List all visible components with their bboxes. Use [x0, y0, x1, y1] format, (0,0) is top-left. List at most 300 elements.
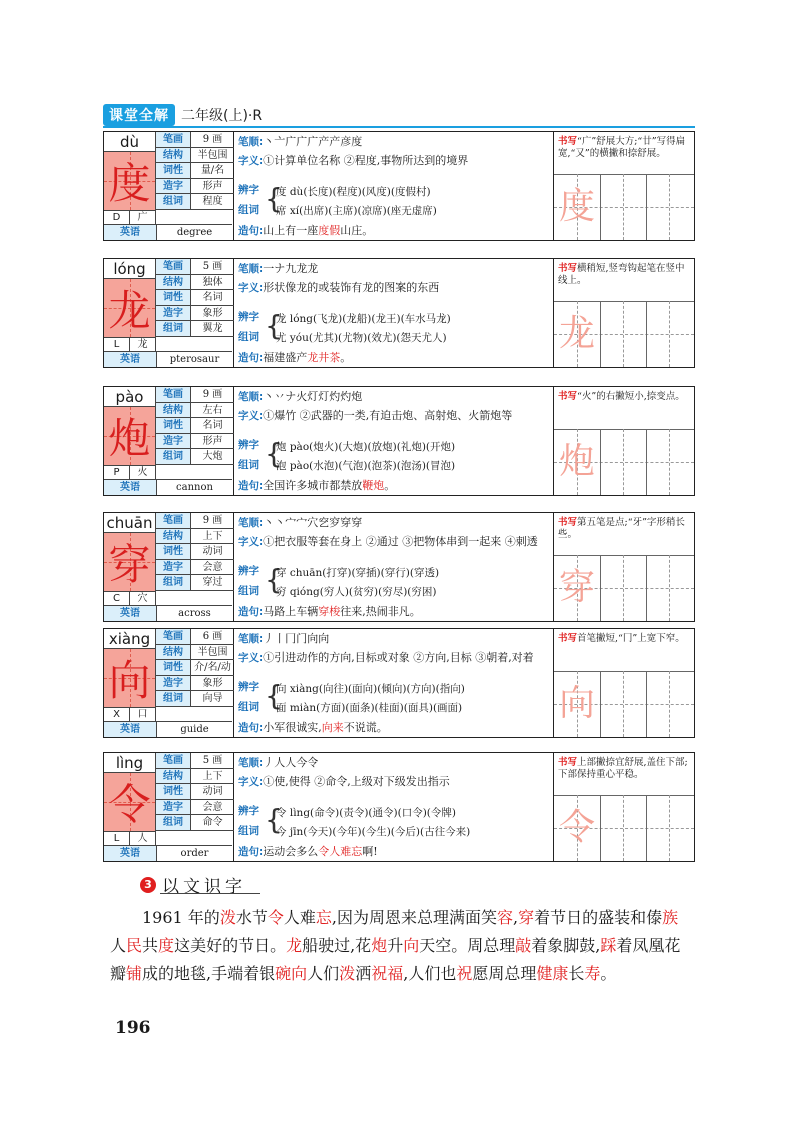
- char-detail-column: [234, 387, 554, 495]
- compose-label: 组词: [238, 204, 259, 216]
- grid-line: [669, 429, 670, 495]
- pos-value: 介/名/动: [194, 662, 231, 674]
- strokes-value: 5 画: [202, 755, 223, 766]
- main-character: [104, 773, 156, 831]
- sentence-post: 不说谎。: [343, 721, 388, 734]
- strokes-value: 9 画: [202, 389, 223, 400]
- highlighted-character: 踩: [600, 936, 617, 955]
- paragraph-text: ,因为周恩来总理满面笑: [331, 908, 497, 927]
- meaning-line: [238, 775, 551, 789]
- grid-line: [623, 671, 624, 737]
- pos-label: 词性: [156, 660, 191, 675]
- strokes-value: 9 画: [202, 515, 223, 526]
- pos-value: 名词: [202, 292, 223, 304]
- formation-value: 象形: [202, 677, 223, 689]
- practice-grid: [554, 174, 694, 240]
- structure-value: 上下: [202, 770, 223, 782]
- grid-line: [669, 671, 670, 737]
- formation-value: 会意: [202, 561, 223, 573]
- grid-line: [554, 429, 694, 430]
- structure-value: 左右: [202, 404, 223, 416]
- paragraph-text: 愿周总理: [472, 964, 537, 983]
- compose-label: 组词: [238, 585, 259, 597]
- sentence-label: 造句:: [238, 225, 264, 237]
- char-attributes: [156, 387, 234, 465]
- word-label: 组词: [156, 691, 191, 706]
- meaning-label: 字义:: [238, 282, 264, 294]
- meaning-text: ①爆竹 ②武器的一类,有迫击炮、高射炮、火箭炮等: [263, 409, 513, 422]
- combo-line-2: 穷 qióng(穷人)(贫穷)(穷尽)(穷困): [276, 586, 437, 598]
- practice-grid: [554, 671, 694, 737]
- write-label: 书写: [558, 517, 578, 528]
- stroke-order-line: [238, 390, 551, 404]
- writing-tip: [558, 757, 690, 781]
- writing-tip: [558, 136, 690, 160]
- character-card: [103, 258, 695, 368]
- formation-label: 造字: [156, 179, 191, 194]
- stroke-order-label: 笔顺:: [238, 263, 264, 275]
- page-number: 196: [115, 1018, 151, 1038]
- grid-line: [600, 301, 601, 367]
- strokes-value: 9 画: [202, 134, 223, 145]
- english-value: cannon: [176, 482, 213, 493]
- word-label: 组词: [156, 815, 191, 830]
- grid-line: [669, 795, 670, 861]
- grid-line: [554, 174, 694, 175]
- paragraph-text: 船驶过,花: [302, 936, 372, 955]
- english-value: across: [178, 608, 211, 619]
- structure-label: 结构: [156, 403, 191, 418]
- brace-icon: {: [265, 437, 283, 470]
- index-row: [104, 591, 156, 605]
- distinguish-label: 辨字: [238, 439, 259, 451]
- stroke-order-line: [238, 756, 551, 770]
- sentence-highlight: 鞭炮: [362, 479, 385, 492]
- index-letter: X: [104, 708, 130, 721]
- word-value: 穿过: [202, 577, 223, 589]
- stroke-order-label: 笔顺:: [238, 757, 264, 769]
- grid-line: [600, 795, 601, 861]
- highlighted-character: 敲: [515, 936, 532, 955]
- english-row: [104, 351, 232, 367]
- writing-tip: [558, 633, 690, 645]
- sentence-post: 。: [340, 351, 352, 364]
- sentence-highlight: 令人难忘: [318, 845, 363, 858]
- paragraph-text: 人难: [283, 908, 316, 927]
- pinyin: lóng: [104, 259, 156, 279]
- english-label: 英语: [104, 225, 157, 240]
- highlighted-character: 令: [267, 908, 284, 927]
- grid-line: [600, 174, 601, 240]
- paragraph-text: ,人们也: [403, 964, 457, 983]
- combo-line-1: 度 dù(长度)(程度)(风度)(度假村): [276, 186, 431, 198]
- highlighted-character: 穿: [518, 908, 535, 927]
- meaning-line: [238, 409, 551, 423]
- grid-line: [669, 174, 670, 240]
- index-row: [104, 337, 156, 351]
- writing-tip: [558, 391, 690, 403]
- char-detail-column: [234, 132, 554, 240]
- highlighted-character: 祝: [456, 964, 473, 983]
- stroke-order: 丿人人今令: [263, 756, 319, 769]
- formation-value: 象形: [202, 307, 223, 319]
- trace-character: 令: [558, 807, 595, 848]
- character-card: [103, 752, 695, 862]
- english-label: 英语: [104, 722, 157, 737]
- distinguish-label: 辨字: [238, 311, 259, 323]
- sentence-pre: 山上有一座: [263, 224, 319, 237]
- sentence-line: [238, 721, 551, 735]
- char-info-column: [104, 629, 234, 737]
- meaning-label: 字义:: [238, 536, 264, 548]
- pos-value: 名词: [202, 420, 223, 432]
- reading-paragraph: [110, 904, 690, 988]
- stroke-order: 丶丶宀宀穴穵穸穿穿: [263, 516, 363, 529]
- writing-column: [554, 132, 694, 240]
- distinguish-group: [238, 563, 548, 601]
- structure-label: 结构: [156, 769, 191, 784]
- grid-line: [600, 555, 601, 621]
- section-number: 3: [140, 877, 156, 893]
- write-label: 书写: [558, 633, 578, 644]
- highlighted-character: 碗: [275, 964, 292, 983]
- practice-grid: [554, 301, 694, 367]
- stroke-order-line: [238, 516, 551, 530]
- formation-value: 会意: [202, 801, 223, 813]
- strokes-label: 笔画: [156, 259, 191, 274]
- sentence-label: 造句:: [238, 480, 264, 492]
- english-label: 英语: [104, 480, 157, 495]
- sentence-highlight: 向来: [321, 721, 344, 734]
- char-attributes: [156, 259, 234, 337]
- distinguish-group: [238, 679, 548, 717]
- strokes-value: 6 画: [202, 631, 223, 642]
- structure-label: 结构: [156, 529, 191, 544]
- pinyin: xiàng: [104, 629, 156, 649]
- meaning-line: [238, 535, 551, 549]
- paragraph-text: 共: [142, 936, 159, 955]
- header-rule: [103, 126, 695, 128]
- radical: 龙: [137, 339, 148, 350]
- paragraph-text: 成的地毯,手端着银: [142, 964, 276, 983]
- stroke-order-label: 笔顺:: [238, 136, 264, 148]
- brace-icon: {: [265, 309, 283, 342]
- grid-line: [623, 301, 624, 367]
- page-header: [103, 104, 262, 126]
- stroke-order-label: 笔顺:: [238, 633, 264, 645]
- english-label: 英语: [104, 846, 157, 861]
- character-card: [103, 386, 695, 496]
- sentence-pre: 马路上车辆: [263, 605, 319, 618]
- stroke-order: 一ナ九龙龙: [263, 262, 319, 275]
- highlighted-character: 忘: [315, 908, 332, 927]
- distinguish-label: 辨字: [238, 184, 259, 196]
- sentence-pre: 小军很诚实,: [263, 721, 322, 734]
- writing-column: [554, 259, 694, 367]
- index-letter: C: [104, 592, 130, 605]
- pos-label: 词性: [156, 544, 191, 559]
- main-character: [104, 152, 156, 210]
- highlighted-character: 炮: [371, 936, 388, 955]
- section-title: 以文识字: [162, 877, 246, 897]
- tip-text: 首笔撇短,“冂”上宽下窄。: [577, 633, 685, 644]
- pos-label: 词性: [156, 163, 191, 178]
- combo-line-1: 向 xiàng(向往)(面向)(倾向)(方向)(指向): [276, 683, 465, 695]
- meaning-text: 形状像龙的或装饰有龙的图案的东西: [263, 281, 440, 294]
- structure-value: 半包围: [197, 646, 228, 658]
- paragraph-text: 这美好的节日。: [174, 936, 287, 955]
- word-value: 命令: [202, 817, 223, 829]
- formation-value: 形声: [202, 180, 223, 192]
- stroke-order: 丶丷ナ火灯灯灼灼炮: [263, 390, 363, 403]
- stroke-order: 丿丨冂门向向: [263, 632, 330, 645]
- strokes-value: 5 画: [202, 261, 223, 272]
- formation-label: 造字: [156, 676, 191, 691]
- char-attributes: [156, 513, 234, 591]
- pinyin: pào: [104, 387, 156, 407]
- highlighted-character: 民: [126, 936, 143, 955]
- character-card: [103, 131, 695, 241]
- index-row: [104, 707, 156, 721]
- trace-character: 龙: [558, 313, 595, 354]
- radical: 火: [137, 467, 148, 478]
- book-badge: 课堂全解: [103, 104, 175, 126]
- meaning-line: [238, 651, 551, 665]
- sentence-highlight: 度假: [318, 224, 341, 237]
- word-value: 大炮: [202, 451, 223, 463]
- combo-line-2: 今 jīn(今天)(今年)(今生)(今后)(古往今来): [276, 826, 471, 838]
- index-letter: P: [104, 466, 130, 479]
- structure-value: 上下: [202, 530, 223, 542]
- distinguish-group: [238, 803, 548, 841]
- sentence-highlight: 龙井茶: [307, 351, 341, 364]
- pos-value: 动词: [202, 546, 223, 558]
- distinguish-label: 辨字: [238, 565, 259, 577]
- word-label: 组词: [156, 194, 191, 209]
- tip-text: “广”舒展大方;“廿”写得扁宽,“又”的横撇和捺舒展。: [558, 136, 686, 159]
- writing-tip: [558, 517, 690, 541]
- strokes-label: 笔画: [156, 753, 191, 768]
- character-glyph: 度: [108, 159, 151, 208]
- meaning-text: ①把衣服等套在身上 ②通过 ③把物体串到一起来 ④刺透: [263, 535, 538, 548]
- grid-line: [669, 555, 670, 621]
- trace-character: 炮: [558, 441, 595, 482]
- word-value: 向导: [202, 693, 223, 705]
- english-value: degree: [176, 227, 213, 238]
- char-detail-column: [234, 259, 554, 367]
- structure-value: 独体: [202, 276, 223, 288]
- brace-icon: {: [265, 803, 283, 836]
- highlighted-character: 铺: [126, 964, 143, 983]
- meaning-text: ①计算单位名称 ②程度,事物所达到的境界: [263, 154, 469, 167]
- radical: 广: [137, 212, 148, 223]
- english-row: [104, 479, 232, 495]
- sentence-post: 山庄。: [340, 224, 374, 237]
- paragraph-text: 水节: [235, 908, 268, 927]
- sentence-label: 造句:: [238, 722, 264, 734]
- pos-label: 词性: [156, 290, 191, 305]
- strokes-label: 笔画: [156, 132, 191, 147]
- grid-line: [646, 671, 647, 737]
- practice-grid: [554, 555, 694, 621]
- paragraph-text: 着凤凰花瓣: [110, 936, 681, 983]
- distinguish-group: [238, 182, 548, 220]
- paragraph-text: ,: [513, 908, 519, 927]
- meaning-label: 字义:: [238, 652, 264, 664]
- sentence-highlight: 穿梭: [318, 605, 341, 618]
- meaning-label: 字义:: [238, 410, 264, 422]
- english-value: pterosaur: [169, 354, 220, 365]
- grid-line: [623, 429, 624, 495]
- char-info-column: [104, 513, 234, 621]
- english-row: [104, 224, 232, 240]
- character-glyph: 穿: [108, 540, 151, 589]
- highlighted-character: 祝: [371, 964, 388, 983]
- sentence-post: 啊!: [362, 845, 378, 858]
- write-label: 书写: [558, 136, 578, 147]
- char-attributes: [156, 629, 234, 707]
- sentence-label: 造句:: [238, 846, 264, 858]
- grid-line: [646, 555, 647, 621]
- char-detail-column: [234, 629, 554, 737]
- grid-line: [623, 795, 624, 861]
- english-row: [104, 845, 232, 861]
- combo-line-2: 面 miàn(方面)(面条)(桂面)(面具)(画面): [276, 702, 463, 714]
- writing-column: [554, 753, 694, 861]
- sentence-line: [238, 224, 551, 238]
- combo-line-1: 炮 pào(炮火)(大炮)(放炮)(礼炮)(开炮): [276, 441, 456, 453]
- practice-grid: [554, 429, 694, 495]
- highlighted-character: 康: [552, 964, 569, 983]
- writing-column: [554, 629, 694, 737]
- grid-line: [554, 555, 694, 556]
- sentence-line: [238, 605, 551, 619]
- char-detail-column: [234, 513, 554, 621]
- formation-value: 形声: [202, 435, 223, 447]
- highlighted-character: 向: [403, 936, 420, 955]
- tip-text: “火”的右撇短小,捺变点。: [577, 391, 685, 402]
- highlighted-character: 度: [158, 936, 175, 955]
- grid-line: [646, 301, 647, 367]
- grid-line: [623, 555, 624, 621]
- meaning-text: ①引进动作的方向,目标或对象 ②方向,目标 ③朝着,对着: [263, 651, 534, 664]
- main-character: [104, 649, 156, 707]
- grid-line: [600, 429, 601, 495]
- write-label: 书写: [558, 757, 578, 768]
- meaning-label: 字义:: [238, 155, 264, 167]
- trace-character: 度: [558, 186, 595, 227]
- paragraph-text: 人: [110, 936, 127, 955]
- grid-line: [646, 174, 647, 240]
- sentence-post: 往来,热闹非凡。: [340, 605, 421, 618]
- meaning-line: [238, 154, 551, 168]
- compose-label: 组词: [238, 331, 259, 343]
- stroke-order-line: [238, 262, 551, 276]
- formation-label: 造字: [156, 800, 191, 815]
- trace-character: 向: [558, 683, 595, 724]
- grid-line: [554, 301, 694, 302]
- main-character: [104, 407, 156, 465]
- character-glyph: 向: [108, 656, 151, 705]
- paragraph-text: 洒: [355, 964, 372, 983]
- brace-icon: {: [265, 563, 283, 596]
- pinyin: dù: [104, 132, 156, 152]
- combo-line-2: 席 xí(出席)(主席)(凉席)(座无虚席): [276, 205, 437, 217]
- strokes-label: 笔画: [156, 513, 191, 528]
- highlighted-character: 泼: [339, 964, 356, 983]
- write-label: 书写: [558, 263, 578, 274]
- english-label: 英语: [104, 606, 157, 621]
- radical: 穴: [137, 593, 148, 604]
- compose-label: 组词: [238, 825, 259, 837]
- distinguish-group: [238, 437, 548, 475]
- grid-line: [646, 795, 647, 861]
- sentence-line: [238, 351, 551, 365]
- paragraph-text: 1961 年的: [142, 908, 220, 927]
- practice-grid: [554, 795, 694, 861]
- tip-text: 上部撇捺宜舒展,盖住下部;下部保持重心平稳。: [558, 757, 688, 780]
- paragraph-text: 着节日的盛装和傣: [534, 908, 663, 927]
- grid-line: [554, 795, 694, 796]
- strokes-label: 笔画: [156, 629, 191, 644]
- index-row: [104, 831, 156, 845]
- combo-line-1: 龙 lóng(飞龙)(龙船)(龙王)(车水马龙): [276, 313, 451, 325]
- paragraph-text: 。: [600, 964, 617, 983]
- index-letter: L: [104, 832, 130, 845]
- combo-line-2: 尤 yóu(尤其)(尤物)(效尤)(怨天尤人): [276, 332, 447, 344]
- meaning-text: ①使,使得 ②命令,上级对下级发出指示: [263, 775, 450, 788]
- grid-line: [669, 301, 670, 367]
- sentence-label: 造句:: [238, 352, 264, 364]
- word-label: 组词: [156, 449, 191, 464]
- highlighted-character: 族: [662, 908, 679, 927]
- english-row: [104, 605, 232, 621]
- meaning-line: [238, 281, 551, 295]
- trace-character: 穿: [558, 567, 595, 608]
- english-value: order: [180, 848, 209, 859]
- stroke-order-label: 笔顺:: [238, 517, 264, 529]
- pos-label: 词性: [156, 784, 191, 799]
- paragraph-text: 升: [387, 936, 404, 955]
- pos-label: 词性: [156, 418, 191, 433]
- english-row: [104, 721, 232, 737]
- char-info-column: [104, 753, 234, 861]
- character-card: [103, 628, 695, 738]
- grid-line: [600, 671, 601, 737]
- grid-line: [623, 174, 624, 240]
- sentence-line: [238, 845, 551, 859]
- writing-column: [554, 513, 694, 621]
- pinyin: lìng: [104, 753, 156, 773]
- char-detail-column: [234, 753, 554, 861]
- write-label: 书写: [558, 391, 578, 402]
- main-character: [104, 279, 156, 337]
- structure-label: 结构: [156, 645, 191, 660]
- combo-line-2: 泡 pào(水泡)(气泡)(泡茶)(泡汤)(冒泡): [276, 460, 456, 472]
- distinguish-label: 辨字: [238, 805, 259, 817]
- grid-line: [646, 429, 647, 495]
- word-label: 组词: [156, 575, 191, 590]
- english-label: 英语: [104, 352, 157, 367]
- sentence-label: 造句:: [238, 606, 264, 618]
- index-letter: L: [104, 338, 130, 351]
- paragraph-text: 人们: [307, 964, 340, 983]
- section-underline: [160, 893, 260, 894]
- formation-label: 造字: [156, 306, 191, 321]
- formation-label: 造字: [156, 434, 191, 449]
- highlighted-character: 健: [536, 964, 553, 983]
- writing-tip: [558, 263, 690, 287]
